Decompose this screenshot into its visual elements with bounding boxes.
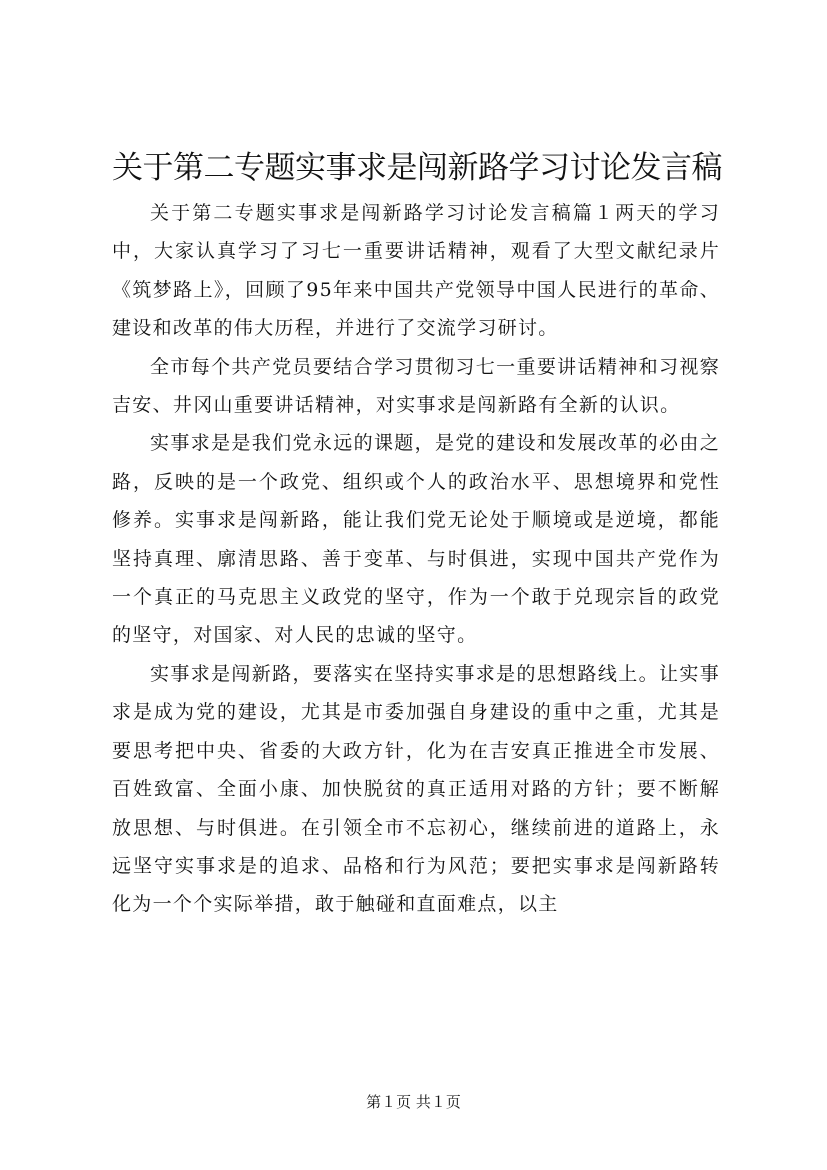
document-title: 关于第二专题实事求是闯新路学习讨论发言稿: [112, 150, 722, 186]
page-footer: 第１页 共１页: [366, 1093, 461, 1111]
document-body: [112, 194, 720, 924]
paragraph-1: 关于第二专题实事求是闯新路学习讨论发言稿篇１两天的学习中，大家认真学习了习七一重要讲话精神，观看了大型文献纪录片《筑梦路上》，回顾了95年来中国共产党领导中国人民进行的革命、建设和改革的伟大历程，并进行了交流学习研讨。: [112, 202, 720, 340]
paragraph-2: 全市每个共产党员要结合学习贯彻习七一重要讲话精神和习视察吉安、井冈山重要讲话精神，对实事求是闯新路有全新的认识。: [112, 355, 720, 417]
paragraph-3: 实事求是是我们党永远的课题，是党的建设和发展改革的必由之路，反映的是一个政党、组织或个人的政治水平、思想境界和党性修养。实事求是闯新路，能让我们党无论处于顺境或是逆境，都能坚持真理、廓清思路、善于变革、与时俱进，实现中国共产党作为一个真正的马克思主义政党的坚守，作为一个敢于兑现宗旨的政党的坚守，对国家、对人民的忠诚的坚守。: [112, 432, 720, 647]
paragraph-4: 实事求是闯新路，要落实在坚持实事求是的思想路线上。让实事求是成为党的建设，尤其是市委加强自身建设的重中之重，尤其是要思考把中央、省委的大政方针，化为在吉安真正推进全市发展、百姓致富、全面小康、加快脱贫的真正适用对路的方针；要不断解放思想、与时俱进。在引领全市不忘初心，继续前进的道路上，永远坚守实事求是的追求、品格和行为风范；要把实事求是闯新路转化为一个个实际举措，敢于触碰和直面难点，以主: [112, 662, 720, 916]
